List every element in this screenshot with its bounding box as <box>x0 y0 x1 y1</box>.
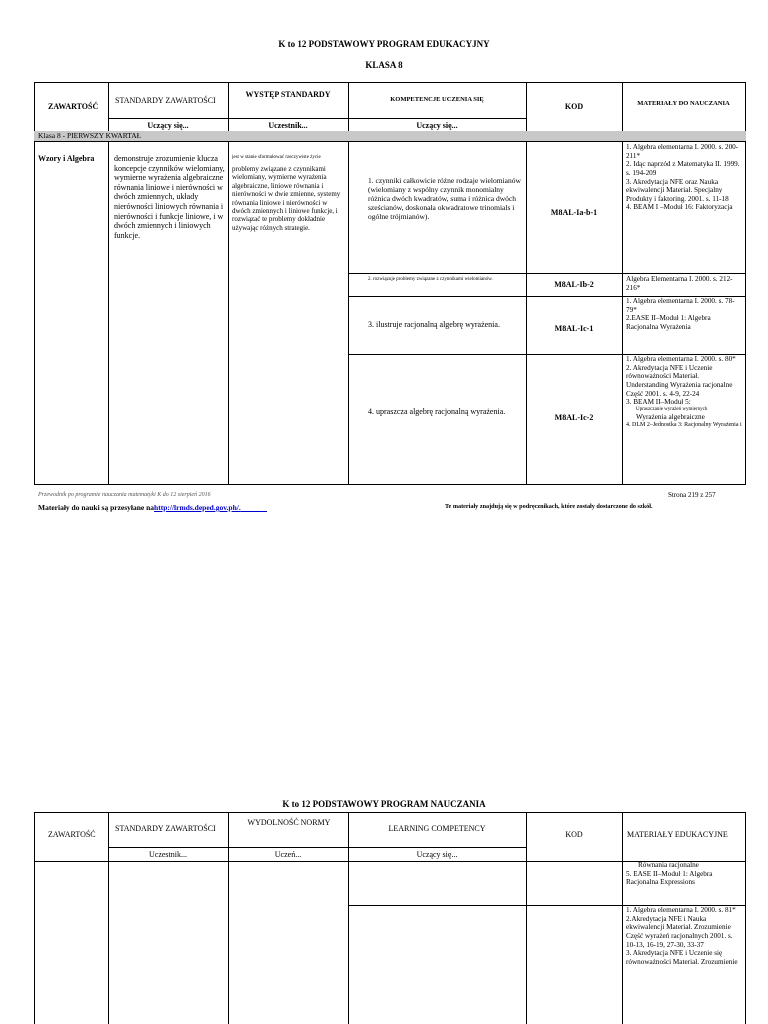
header-content-2: ZAWARTOŚĆ <box>48 830 96 839</box>
footer-note: Te materiały znajdują się w podręcznikach, które zostały dostarczone do szkół. <box>445 503 653 510</box>
footer-materials: Materiały do nauki są przesyłane nahttp://lrmds.deped.gov.ph/. <box>38 503 241 512</box>
code-4: M8AL-Ic-2 <box>554 413 594 422</box>
code-2: M8AL-Ib-2 <box>554 280 594 289</box>
footer-link[interactable]: http://lrmds.deped.gov.ph/. <box>154 503 241 512</box>
content-topic: Wzory i Algebra <box>38 154 95 163</box>
header-learning-materials-2: MATERIAŁY EDUKACYJNE <box>627 830 728 839</box>
quarter-band-label: Klasa 8 - PIERWSZY KWARTAŁ <box>38 131 142 140</box>
header-learning-materials: MATERIAŁY DO NAUCZANIA <box>637 100 730 107</box>
content-standard-text: demonstruje zrozumienie klucza koncepcje czynników wielomiany, wymierne wyrażenia algebraiczne równania liniowe i nierówności w dwóch zmiennych, układy nierówności liniowych równania i nierówności i funkcje liniowe, i w dwóch zmiennych i liniowych funkcje. <box>114 154 225 240</box>
performance-standard-text: problemy związane z czynnikami wielomiany, wymierne wyrażenia algebraiczne, liniowe równania i nierówności w dwie zmienne, systemy równania liniowe i nierówności w dwóch zmiennych i liniowe funkcje, i rozwiązać te problemy dokładnie używając różnych strategie. <box>232 165 341 232</box>
quarter-band <box>34 131 746 141</box>
competency-1: 1. czynniki całkowicie różne rodzaje wielomianów (wielomiany z wspólny czynnik monomialny różnica dwóch kwadratów, suma i różnica dwóch sześcianów, doskonała okwadratowe trinomials i ogólne trójmianów). <box>368 176 521 221</box>
header-content-standards: STANDARDY ZAWARTOŚCI <box>115 96 216 105</box>
subheader-learning-competencies: Uczący się... <box>416 121 458 130</box>
page-title: K to 12 PODSTAWOWY PROGRAM EDUKACYJNY <box>278 39 490 49</box>
subheader-content-standards: Uczący się... <box>147 121 189 130</box>
header-content-standards-2: STANDARDY ZAWARTOŚCI <box>115 824 216 833</box>
performance-standard-intro: jest w stanie sformułować rzeczywiste życie <box>232 155 321 160</box>
competency-2: 2. rozwiązuje problemy związane z czynnikami wielomianów. <box>368 277 493 282</box>
materials-4: 1. Algebra elementarna I. 2000. s. 80* 2. Akredytacja NFE i Uczenie równoważności Materiał. Understanding Wyrażenia racjonalne Część 2001. s. 4-9, 22-24 3. BEAM II–Moduł 5: Upraszczanie wyrażeń wymiernych Wyrażenia algebraiczne 4. DLM 2–Jednostka 3: Racjonalny Wyrażenia i <box>626 355 742 428</box>
page-title-2: K to 12 PODSTAWOWY PROGRAM NAUCZANIA <box>282 799 486 809</box>
grade-title: KLASA 8 <box>365 60 403 70</box>
header-code: KOD <box>564 102 584 111</box>
header-learning-competency-2: LEARNING COMPETENCY <box>388 824 486 833</box>
competency-4: 4. upraszcza algebrę racjonalną wyrażenia. <box>368 407 506 416</box>
subheader-performance-standards: Uczestnik... <box>268 121 308 130</box>
competency-3: 3. ilustruje racjonalną algebrę wyrażenia. <box>368 320 500 329</box>
subheader-learning-competency-2: Uczący się... <box>416 850 458 859</box>
page-number: Strona 219 z 257 <box>668 491 716 499</box>
footer-guide: Przewodnik po programie nauczania matematyki K do 12 sierpień 2016 <box>38 492 211 498</box>
materials-2: Algebra Elementarna I. 2000. s. 212-216* <box>626 275 733 292</box>
subheader-performance-standards-2: Uczeń... <box>274 850 302 859</box>
document-page-2 <box>0 795 768 1024</box>
subheader-content-standards-2: Uczestnik... <box>149 850 187 859</box>
header-performance-standards-2: WYDOLNOŚĆ NORMY <box>247 818 331 827</box>
header-code-2: KOD <box>565 830 583 839</box>
materials-next: 1. Algebra elementarna I. 2000. s. 81* 2.Akredytacja NFE i Nauka ekwiwalencji Materiał. Zrozumienie Część wyrażeń racjonalnych 2001. s. 10-13, 16-19, 27-30, 33-37 3. Akredytacja NFE i Uczenie się równoważności Materiał. Zrozumienie <box>626 906 738 966</box>
code-1: M8AL-Ia-b-1 <box>550 208 598 217</box>
materials-3: 1. Algebra elementarna I. 2000. s. 78-79* 2.EASE II–Moduł 1: Algebra Racjonalna Wyrażenia <box>626 297 735 331</box>
materials-1: 1. Algebra elementarna I. 2000. s. 200-211* 2. Idąc naprzód z Matematyka II. 1999. s. 194-209 3. Akredytacja NFE oraz Nauka ekwiwalencji Materiał. Specjalny Produkty i faktoring. 2001. s. 11-18 4. BEAM I –Moduł 16: Faktoryzacja <box>626 143 740 212</box>
header-performance-standards: WYSTĘP STANDARDY <box>245 90 331 99</box>
header-content: ZAWARTOŚĆ <box>48 102 99 111</box>
code-3: M8AL-Ic-1 <box>554 324 594 333</box>
materials-continued: Równania racjonalne 5. EASE II–Moduł 1: Algebra Racjonalna Expressions <box>626 861 713 887</box>
header-learning-competencies: KOMPETENCJE UCZENIA SIĘ <box>390 96 484 103</box>
